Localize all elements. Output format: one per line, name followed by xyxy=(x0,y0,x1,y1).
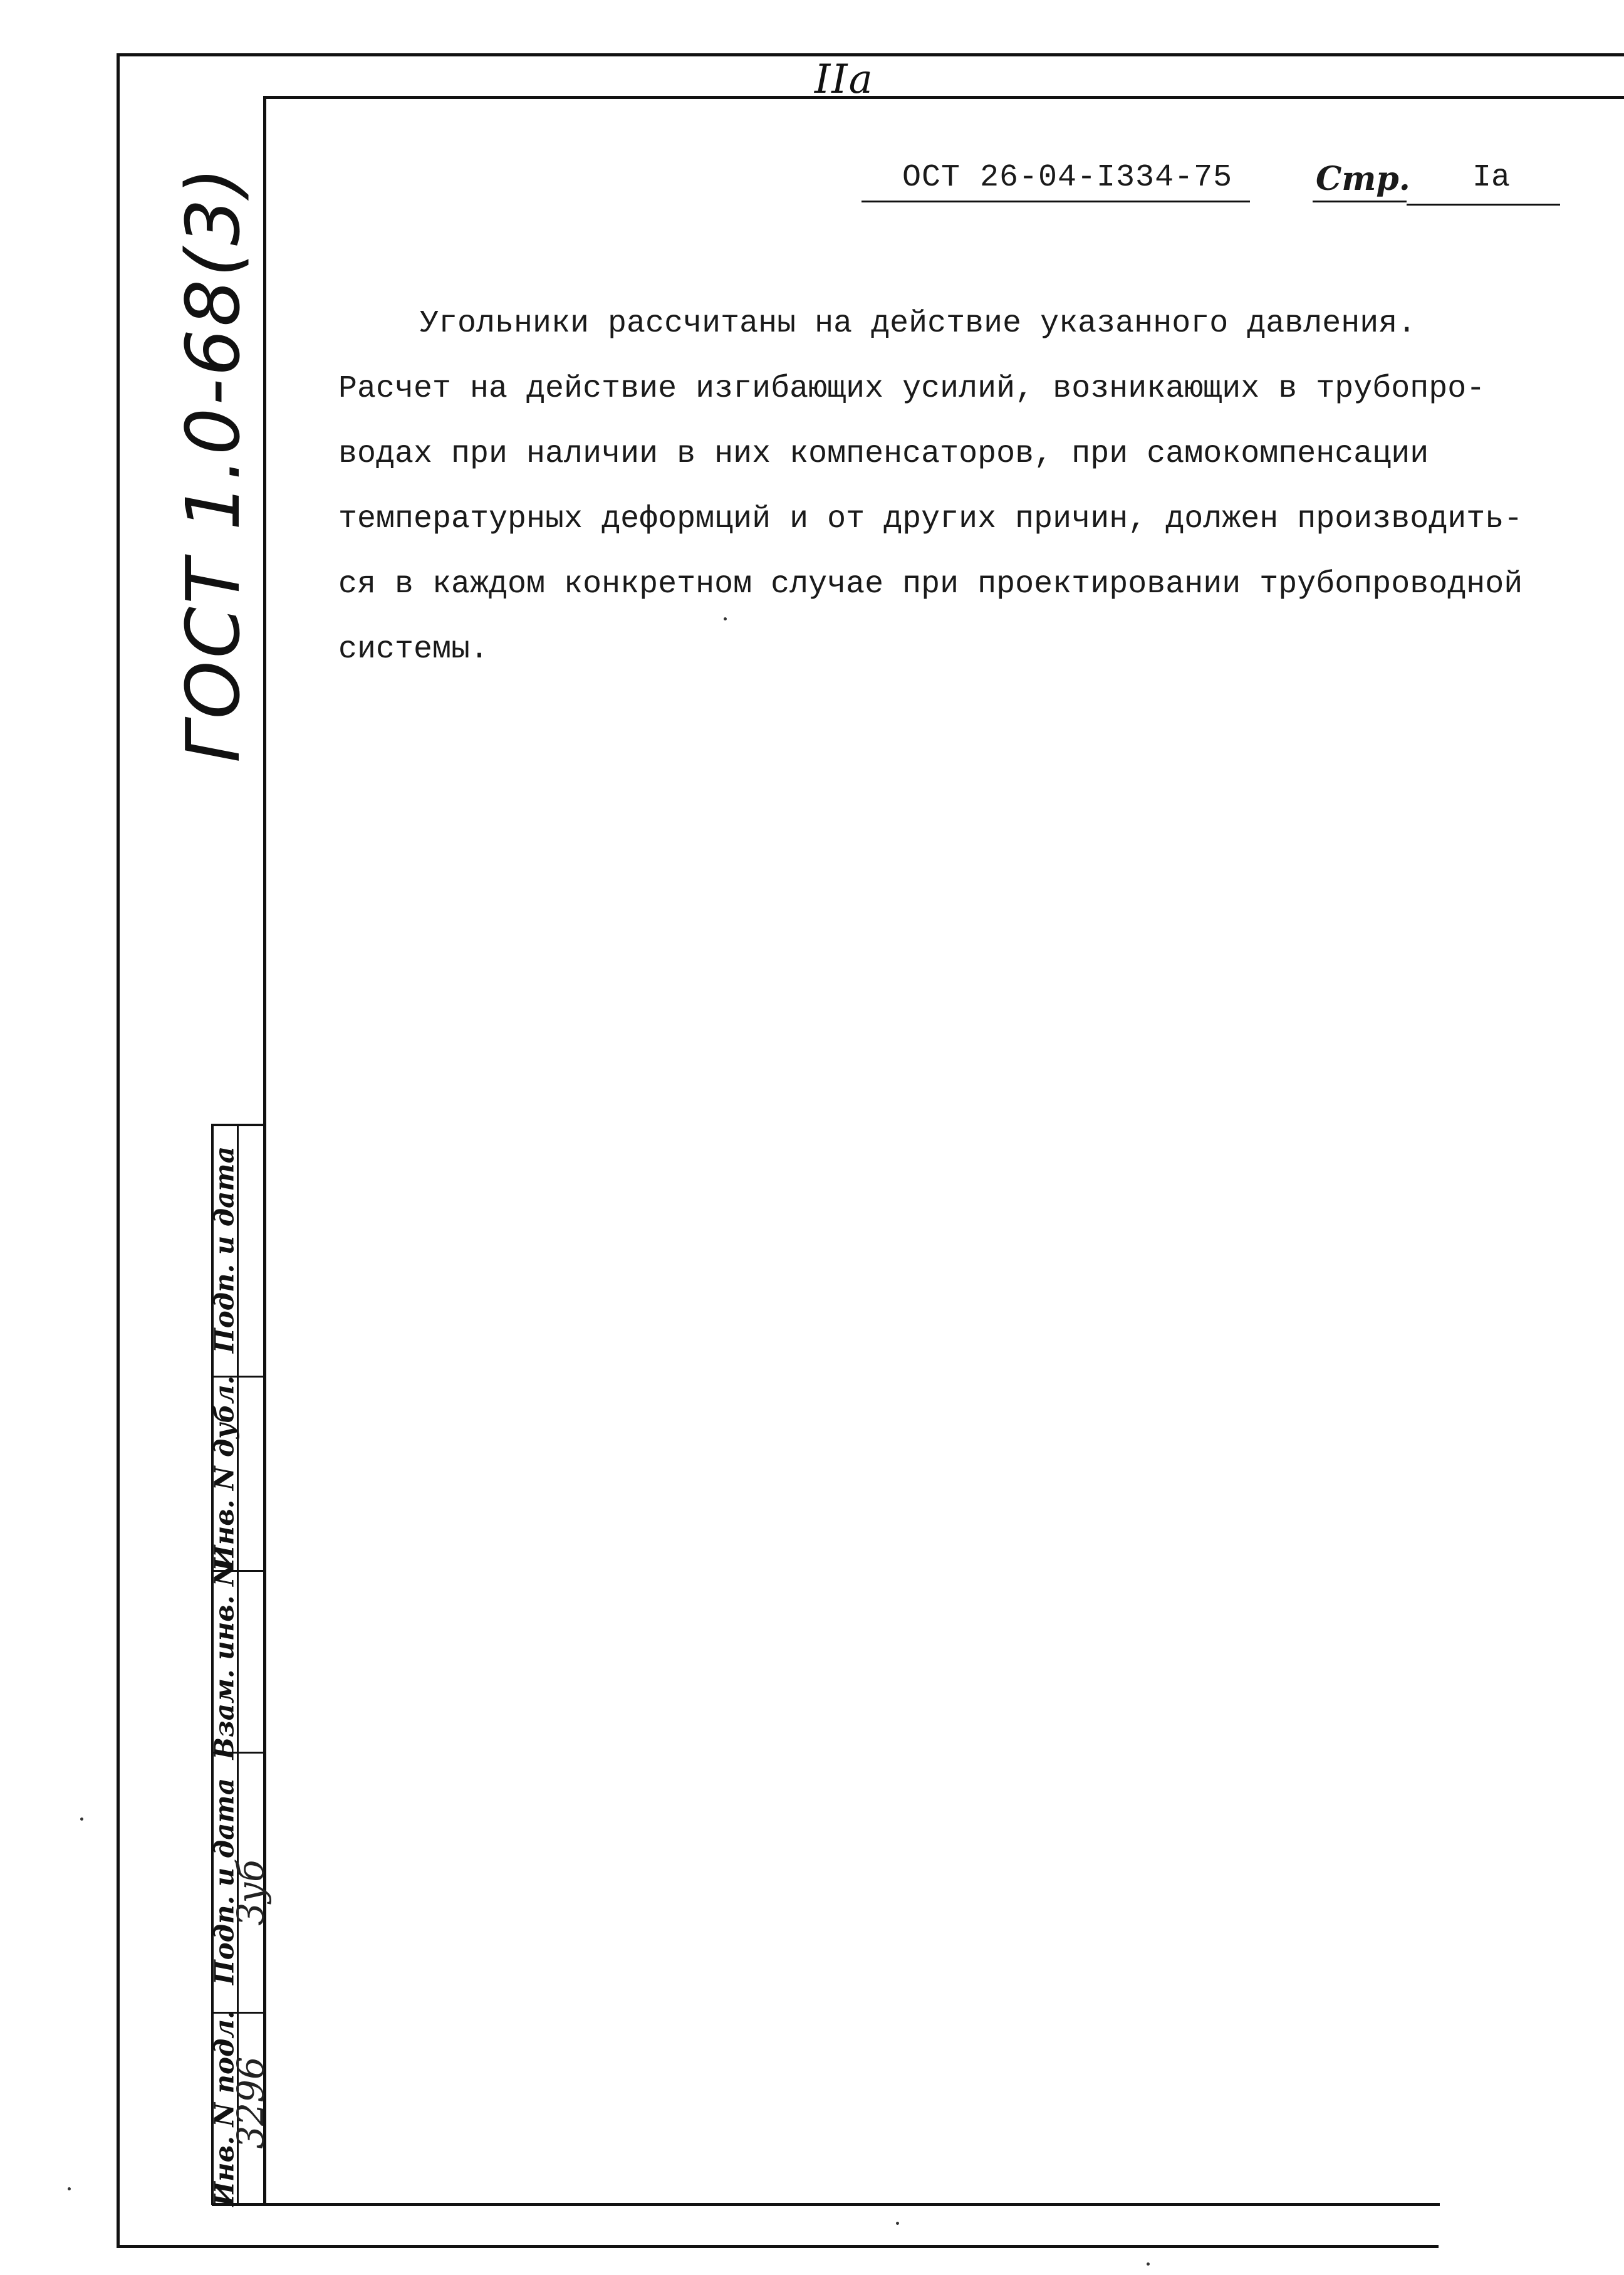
handwritten-signature: Зуб xyxy=(229,1859,272,1926)
scan-speck xyxy=(80,1817,83,1821)
frame-inner-bottom xyxy=(212,2203,1440,2206)
stamp-label-original-inventory: Инв. N подл. xyxy=(209,2010,240,2207)
page-number: IIa xyxy=(815,56,874,103)
body-line: температурных деформций и от других причин, должен производить- xyxy=(338,501,1523,537)
body-line: Расчет на действие изгибающих усилий, возникающих в трубопро- xyxy=(338,371,1486,407)
vertical-standard-reference: ГОСТ 1.0-68(3) xyxy=(170,164,256,763)
doc-code-underline xyxy=(861,201,1250,202)
frame-outer-left xyxy=(117,53,120,2247)
scan-speck xyxy=(68,2187,71,2190)
stamp-label-duplicate-inventory: Инв. N дубл. xyxy=(209,1375,240,1571)
sheet-number: Ia xyxy=(1472,160,1511,196)
sheet-number-underline xyxy=(1407,204,1560,206)
scan-speck xyxy=(724,617,727,620)
scan-speck xyxy=(1147,2262,1150,2266)
body-line: Угольники рассчитаны на действие указанного давления. xyxy=(420,306,1417,342)
frame-inner-top xyxy=(263,96,1624,99)
sheet-label-underline xyxy=(1313,201,1407,202)
body-line: водах при наличии в них компенсаторов, при самокомпенсации xyxy=(338,436,1429,472)
handwritten-inventory-number: 3296 xyxy=(229,2056,272,2149)
frame-outer-bottom xyxy=(117,2245,1439,2248)
stamp-label-signature-date: Подп. и дата xyxy=(209,1146,240,1353)
document-code: ОСТ 26-04-I334-75 xyxy=(902,160,1233,196)
body-paragraph xyxy=(338,291,1591,682)
sheet-label: Стр. xyxy=(1316,160,1410,198)
body-line: ся в каждом конкретном случае при проектировании трубопроводной xyxy=(338,567,1523,602)
scan-speck xyxy=(896,2222,899,2225)
stamp-label-signature-date: Подп. и дата xyxy=(209,1778,240,1985)
stamp-label-replacement-inventory: Взам. инв. N xyxy=(209,1562,240,1760)
body-line: системы. xyxy=(338,632,489,667)
